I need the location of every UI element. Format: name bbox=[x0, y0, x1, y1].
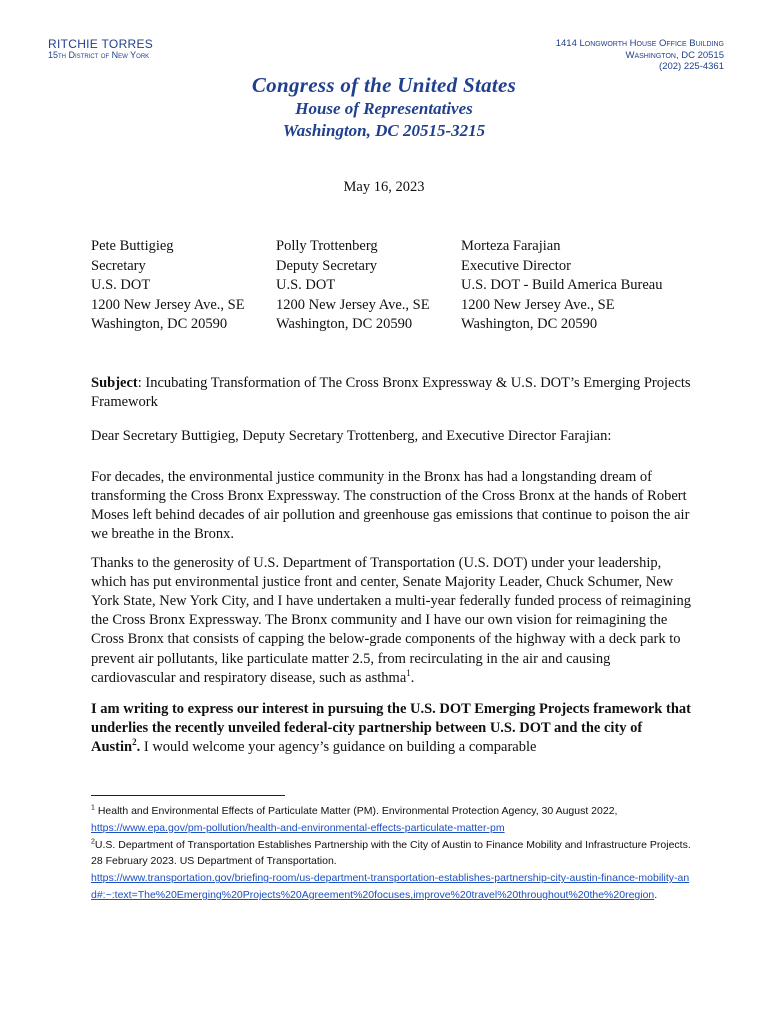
recipient-street: 1200 New Jersey Ave., SE bbox=[276, 296, 430, 313]
letterhead-location: Washington, DC 20515-3215 bbox=[282, 121, 486, 140]
salutation: Dear Secretary Buttigieg, Deputy Secretary Trottenberg, and Executive Director Farajian: bbox=[91, 428, 612, 444]
recipient-city: Washington, DC 20590 bbox=[91, 316, 228, 332]
paragraph-3-bold-end: . bbox=[136, 738, 141, 755]
paragraph-3-text: I would welcome your agency’s guidance on building a comparable bbox=[140, 738, 537, 755]
subject-text: : Incubating Transformation of The Cross Bronx Expressway & U.S. DOT’s Emerging Projects Framework bbox=[91, 375, 691, 411]
paragraph-2-end: . bbox=[410, 669, 415, 686]
footnote-divider bbox=[91, 795, 285, 796]
recipient-title: Deputy Secretary bbox=[276, 257, 378, 274]
recipient-name: Morteza Farajian bbox=[461, 238, 561, 254]
sender-name: RITCHIE TORRES bbox=[48, 37, 154, 51]
footnote-link[interactable]: https://www.epa.gov/pm-pollution/health-and-environmental-effects-particulate-matter-pm bbox=[91, 821, 505, 834]
paragraph-2-text: Thanks to the generosity of U.S. Department of Transportation (U.S. DOT) under your leadership, which has put environmental justice front and center, Senate Majority Leader, Chuck Schumer, New York State, New York City, and I have undertaken a multi-year federally funded process of reimagining the Cross Bronx Expressway. The Bronx community and I have our own vision for reimagining the Cross Bronx that consists of capping the below-grade components of the highway with a deck park to prevent air pollutants, like particulate matter 2.5, from recirculating in the air and causing cardiovascular and respiratory disease, such as asthma bbox=[91, 554, 691, 686]
footnote-end: . bbox=[654, 888, 658, 901]
subject-line bbox=[91, 374, 691, 412]
footnote-ref-1[interactable]: 1 bbox=[406, 667, 411, 678]
recipient-title: Executive Director bbox=[461, 257, 571, 274]
recipient-name: Pete Buttigieg bbox=[91, 238, 174, 254]
recipient-city: Washington, DC 20590 bbox=[276, 316, 413, 332]
recipient-org: U.S. DOT bbox=[91, 277, 151, 293]
recipient-org: U.S. DOT bbox=[276, 277, 336, 293]
footnote-number: 1 bbox=[91, 804, 95, 812]
footnote-link[interactable]: https://www.transportation.gov/briefing-room/us-department-transportation-establishes-partnership-city-austin-finance-mobility-and#:~:text=The%20Emerging%20Projects%20Agreement%20focuses,improve%20travel%20throughout%20the%20region bbox=[91, 872, 690, 901]
footnote-2 bbox=[91, 837, 691, 904]
office-phone: (202) 225-4361 bbox=[659, 61, 724, 73]
recipient-address-trottenberg bbox=[276, 237, 430, 335]
footnote-text: Health and Environmental Effects of Particulate Matter (PM). Environmental Protection Agency, 30 August 2022, bbox=[94, 805, 618, 817]
paragraph-3-bold: I am writing to express our interest in pursuing the U.S. DOT Emerging Projects framework that underlies the recently unveiled federal-city partnership between U.S. DOT and the city of Austin bbox=[91, 700, 691, 755]
paragraph-2 bbox=[91, 554, 691, 688]
recipient-street: 1200 New Jersey Ave., SE bbox=[91, 296, 245, 313]
recipient-org: U.S. DOT - Build America Bureau bbox=[461, 277, 663, 293]
recipient-address-farajian bbox=[461, 237, 663, 335]
sender-district: 15th District of New York bbox=[48, 49, 150, 60]
recipient-street: 1200 New Jersey Ave., SE bbox=[461, 296, 615, 313]
recipient-title: Secretary bbox=[91, 257, 146, 274]
paragraph-1: For decades, the environmental justice community in the Bronx has had a longstanding dream of transforming the Cross Bronx Expressway. The construction of the Cross Bronx at the hands of Robert Moses left behind decades of air pollution and greenhouse gas emissions that continue to poison the air we breathe in the Bronx. bbox=[91, 468, 690, 543]
letter-date: May 16, 2023 bbox=[343, 179, 425, 195]
footnote-number: 2 bbox=[91, 838, 95, 846]
footnote-ref-2[interactable]: 2 bbox=[132, 737, 137, 748]
subject-label: Subject bbox=[91, 375, 138, 391]
recipient-city: Washington, DC 20590 bbox=[461, 316, 598, 332]
footnotes bbox=[91, 803, 691, 904]
letterhead bbox=[0, 72, 768, 142]
office-address bbox=[556, 38, 724, 73]
recipient-address-buttigieg bbox=[91, 237, 245, 335]
letterhead-congress: Congress of the United States bbox=[251, 73, 517, 97]
office-building: 1414 Longworth House Office Building bbox=[555, 38, 724, 49]
footnote-1 bbox=[91, 803, 691, 837]
paragraph-3 bbox=[91, 700, 691, 758]
footnote-text: U.S. Department of Transportation Establishes Partnership with the City of Austin to Finance Mobility and Infrastructure Projects. 28 February 2023. US Department of Transportation. bbox=[91, 838, 691, 868]
sender-block bbox=[48, 38, 153, 60]
office-city: Washington, DC 20515 bbox=[625, 49, 724, 61]
recipient-name: Polly Trottenberg bbox=[276, 238, 378, 254]
letterhead-house: House of Representatives bbox=[295, 99, 473, 118]
